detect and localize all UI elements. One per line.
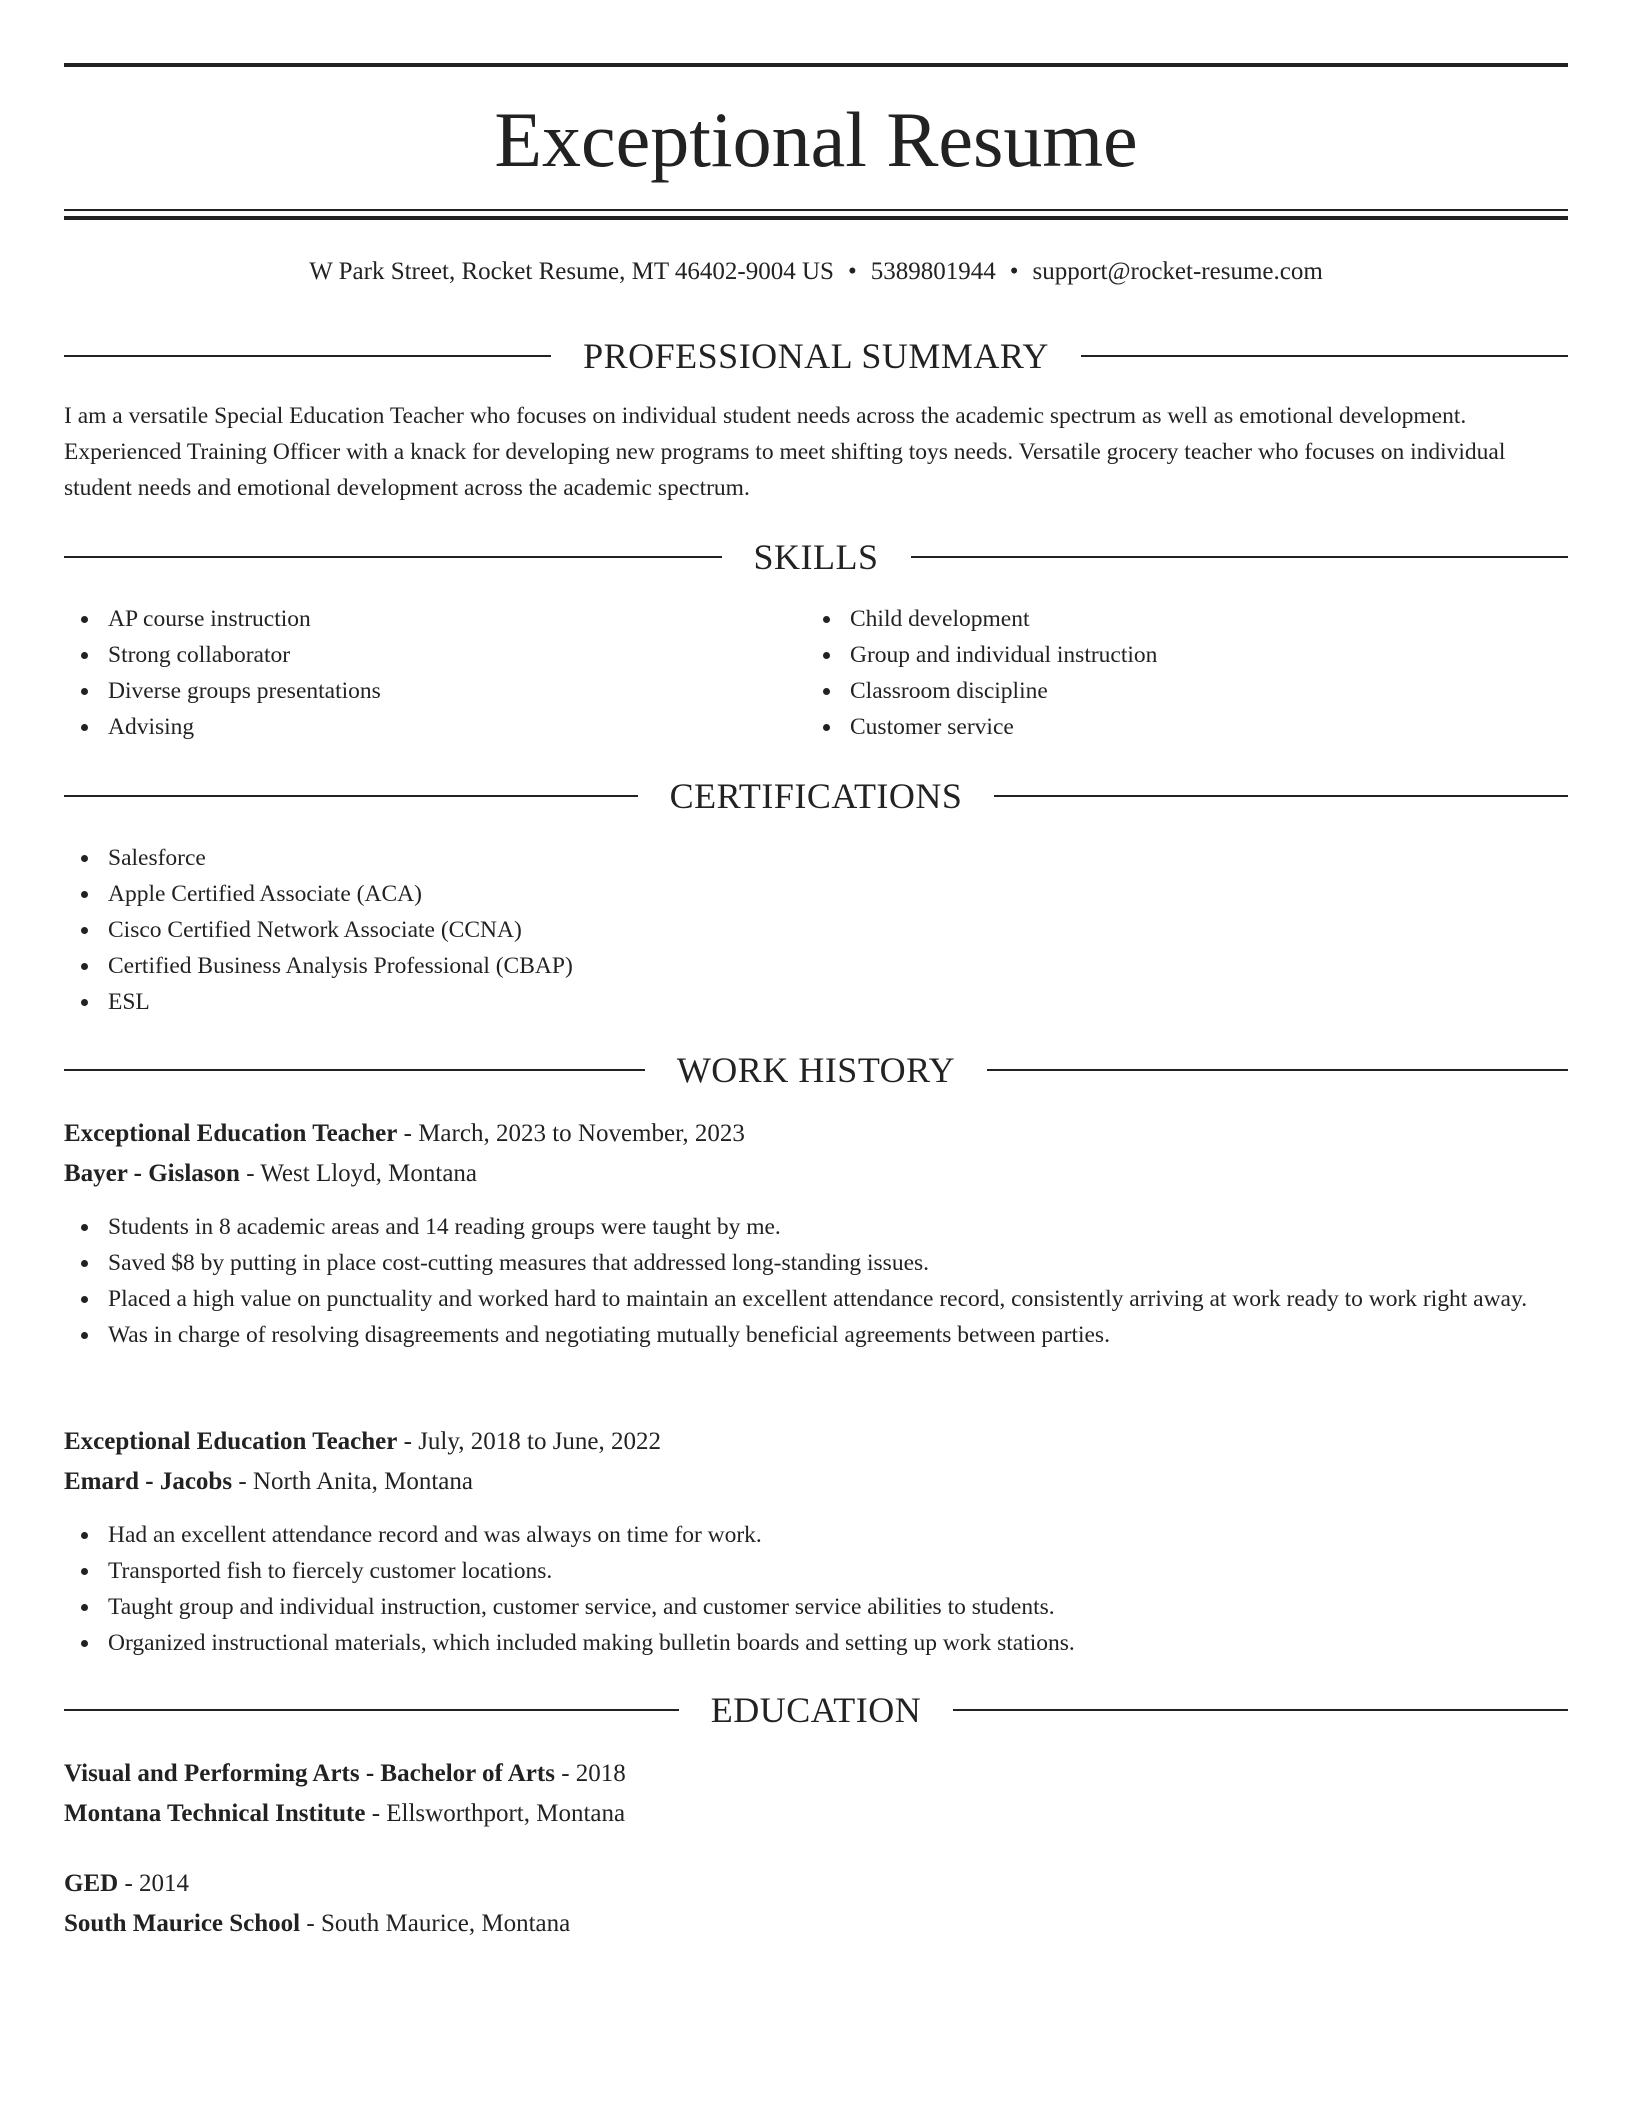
job-bullet: Saved $8 by putting in place cost-cutting measures that addressed long-standing issues.: [64, 1245, 1568, 1281]
job-dates: March, 2023 to November, 2023: [418, 1120, 745, 1147]
work-history-heading: [64, 1050, 1568, 1090]
heading-rule: [64, 795, 638, 797]
job-title-line: [64, 1422, 661, 1462]
double-rule-thin: [64, 209, 1568, 211]
job-dates: July, 2018 to June, 2022: [418, 1428, 662, 1455]
contact-separator: •: [847, 258, 857, 285]
education-degree-line: [64, 1754, 626, 1794]
skill-item: Strong collaborator: [64, 637, 804, 673]
education-school: Montana Technical Institute: [64, 1800, 366, 1827]
section-title: PROFESSIONAL SUMMARY: [583, 336, 1049, 376]
job-role: Exceptional Education Teacher: [64, 1428, 398, 1455]
job-company-line: [64, 1462, 473, 1502]
contact-address: W Park Street, Rocket Resume, MT 46402-9004 US: [309, 258, 834, 285]
dash: -: [397, 1120, 419, 1147]
education-heading: [64, 1690, 1568, 1730]
summary-text: I am a versatile Special Education Teacher who focuses on individual student needs across the academic spectrum as well as emotional development. Experienced Training Officer with a knack for developing new programs to meet shifting toys needs. Versatile grocery teacher who focuses on individual student needs and emotional development across the academic spectrum.: [64, 403, 1506, 501]
job-role: Exceptional Education Teacher: [64, 1120, 398, 1147]
heading-rule: [1081, 355, 1568, 357]
heading-rule: [64, 355, 551, 357]
heading-rule: [911, 556, 1569, 558]
education-degree-line: [64, 1864, 189, 1904]
certification-item: Salesforce: [64, 840, 1564, 876]
job-bullets: [64, 1517, 1568, 1661]
summary-heading: [64, 336, 1568, 376]
certification-item: Cisco Certified Network Associate (CCNA): [64, 912, 1564, 948]
job-location: North Anita, Montana: [252, 1468, 473, 1495]
heading-rule: [994, 795, 1568, 797]
dash: -: [365, 1800, 387, 1827]
section-title: WORK HISTORY: [676, 1050, 956, 1090]
education-year: 2018: [575, 1760, 626, 1787]
education-location: South Maurice, Montana: [320, 1910, 571, 1937]
skill-item: AP course instruction: [64, 601, 804, 637]
dash: -: [397, 1428, 419, 1455]
education-location: Ellsworthport, Montana: [386, 1800, 626, 1827]
heading-rule: [64, 1069, 645, 1071]
skill-item: Diverse groups presentations: [64, 673, 804, 709]
contact-email: support@rocket-resume.com: [1032, 258, 1323, 285]
dash: -: [118, 1870, 140, 1897]
contact-phone: 5389801944: [870, 258, 996, 285]
heading-rule: [987, 1069, 1568, 1071]
job-bullets: [64, 1209, 1568, 1353]
job-bullet: Students in 8 academic areas and 14 reading groups were taught by me.: [64, 1209, 1568, 1245]
double-rule-thick: [64, 216, 1568, 220]
dash: -: [554, 1760, 576, 1787]
job-bullet: Had an excellent attendance record and was always on time for work.: [64, 1517, 1568, 1553]
section-title: SKILLS: [753, 537, 879, 577]
skill-item: Group and individual instruction: [806, 637, 1566, 673]
skills-heading: [64, 537, 1568, 577]
dash: -: [232, 1468, 253, 1495]
job-title-line: [64, 1114, 745, 1154]
section-title: CERTIFICATIONS: [669, 776, 963, 816]
dash: -: [239, 1160, 261, 1187]
job-bullet: Was in charge of resolving disagreements and negotiating mutually beneficial agreements between parties.: [64, 1317, 1568, 1353]
education-school-line: [64, 1794, 625, 1834]
dash: -: [300, 1910, 321, 1937]
job-company-line: [64, 1154, 477, 1194]
section-title: EDUCATION: [710, 1690, 922, 1730]
skills-list-left: [64, 601, 804, 745]
job-bullet: Taught group and individual instruction, customer service, and customer service abilities to students.: [64, 1589, 1568, 1625]
heading-rule: [953, 1709, 1568, 1711]
certification-item: Certified Business Analysis Professional (CBAP): [64, 948, 1564, 984]
heading-rule: [64, 1709, 679, 1711]
certifications-list: [64, 840, 1564, 1020]
resume-name: Exceptional Resume: [494, 96, 1138, 183]
education-degree: Visual and Performing Arts - Bachelor of Arts: [64, 1760, 555, 1787]
job-bullet: Organized instructional materials, which included making bulletin boards and setting up work stations.: [64, 1625, 1568, 1661]
certifications-heading: [64, 776, 1568, 816]
education-school-line: [64, 1904, 570, 1944]
education-year: 2014: [139, 1870, 190, 1897]
job-location: West Lloyd, Montana: [260, 1160, 478, 1187]
contact-line: [64, 255, 1568, 289]
top-rule: [64, 63, 1568, 67]
education-school: South Maurice School: [64, 1910, 301, 1937]
skill-item: Customer service: [806, 709, 1566, 745]
job-bullet: Transported fish to fiercely customer locations.: [64, 1553, 1568, 1589]
certification-item: Apple Certified Associate (ACA): [64, 876, 1564, 912]
skill-item: Advising: [64, 709, 804, 745]
contact-separator: •: [1009, 258, 1019, 285]
education-degree: GED: [64, 1870, 119, 1897]
heading-rule: [64, 556, 722, 558]
skill-item: Classroom discipline: [806, 673, 1566, 709]
skills-list-right: [806, 601, 1566, 745]
job-company: Emard - Jacobs: [64, 1468, 233, 1495]
job-company: Bayer - Gislason: [64, 1160, 240, 1187]
job-bullet: Placed a high value on punctuality and worked hard to maintain an excellent attendance record, consistently arriving at work ready to work right away.: [64, 1281, 1568, 1317]
certification-item: ESL: [64, 984, 1564, 1020]
skill-item: Child development: [806, 601, 1566, 637]
